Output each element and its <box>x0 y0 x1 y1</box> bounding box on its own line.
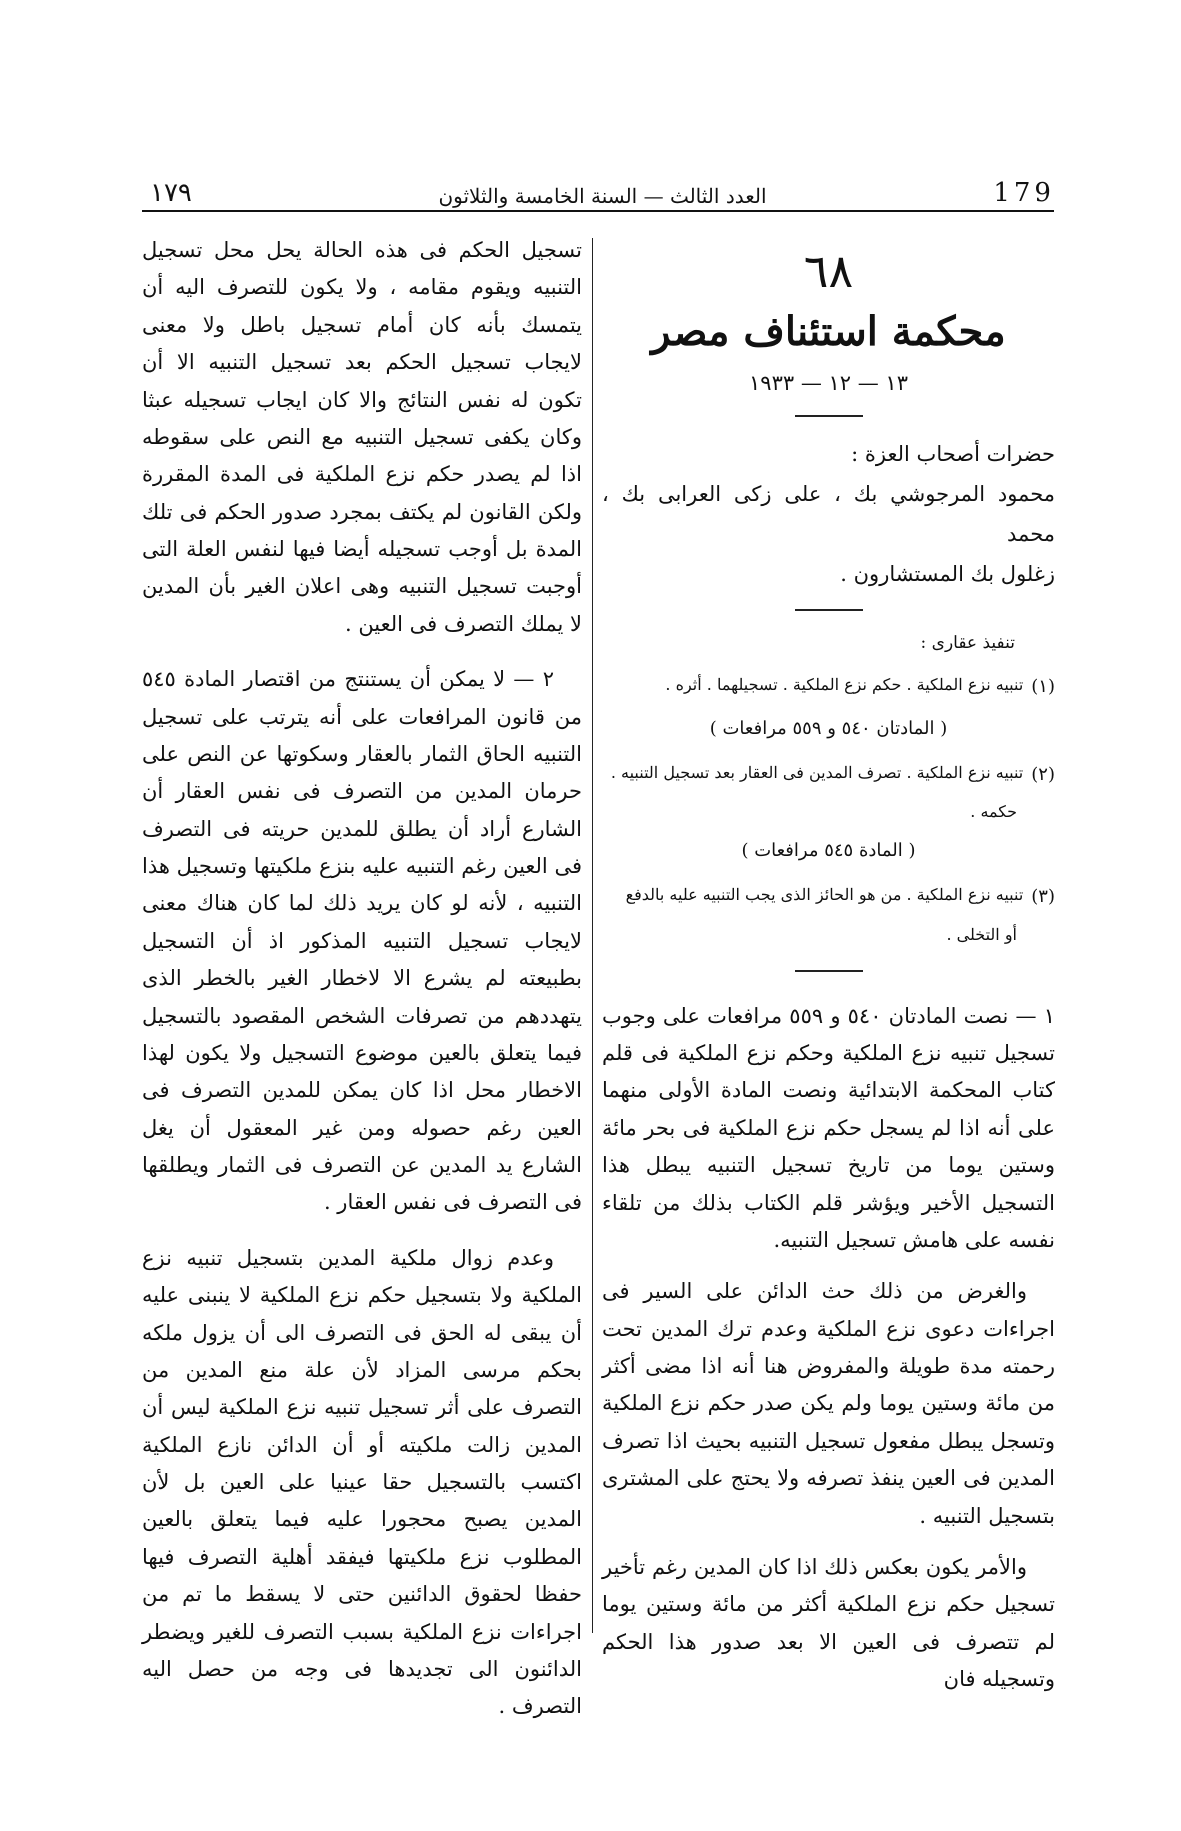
left-column <box>142 232 582 1744</box>
right-column <box>602 230 1055 1712</box>
headnote-text: تنبيه نزع الملكية . حكم نزع الملكية . تسجيلهما . أثره . <box>665 675 1024 695</box>
headnote-continuation: حكمه . <box>970 802 1017 822</box>
headnote-continuation: أو التخلى . <box>946 924 1017 944</box>
section-rule <box>795 415 863 417</box>
bench-names-line-1: محمود المرجوشي بك ، على زكى العرابى بك ، محمد <box>602 482 1055 547</box>
headnote-item <box>602 667 1055 707</box>
running-title: العدد الثالث — السنة الخامسة والثلاثون <box>438 184 767 208</box>
page-number-latin: 179 <box>993 178 1055 208</box>
case-number: ٦٨ <box>803 244 854 298</box>
headnote-number: (٢) <box>1031 763 1055 785</box>
headnote-reference: ( المادة ٥٤٥ مرافعات ) <box>741 840 916 862</box>
headnote-number: (٣) <box>1031 885 1055 907</box>
judgment-date: ١٣ — ١٢ — ١٩٣٣ <box>749 371 908 395</box>
headnote-number: (١) <box>1031 676 1055 698</box>
headnote-text: تنبيه نزع الملكية . من هو الحائز الذى يجب التنبيه عليه بالدفع <box>625 884 1024 904</box>
headnote-item <box>602 755 1055 795</box>
headnote-item <box>602 877 1055 917</box>
column-divider <box>592 238 593 1633</box>
page-header <box>150 158 1055 208</box>
topic-heading: تنفيذ عقارى : <box>920 632 1015 653</box>
body-paragraph: ٢ — لا يمكن أن يستنتج من اقتصار المادة ٥٤٥ من قانون المرافعات على أنه يترتب على تسجيل التنبيه الحاق الثمار بالعقار وسكوتها عن النص على حرمان المدين من التصرف فى نفس العقار أن الشارع أراد أن يطلق للمدين حريته فى التصرف فى العين رغم التنبيه عليه بنزع ملكيتها وتسجيل هذا التنبيه ، لأنه لو كان يريد ذلك لما كان هناك معنى لايجاب تسجيل التنبيه المذكور اذ أن التسجيل بطبيعته لم يشرع الا لاخطار الغير بالخطر الذى يتهددهم من تصرفات الشخص المقصود بالتسجيل فيما يتعلق بالعين موضوع التسجيل ولا يكون لهذا الاخطار محل اذا كان يمكن للمدين التصرف فى العين رغم حصوله ومن غير المعقول أن يغل الشارع يد المدين عن التصرف فى الثمار ويطلقها فى التصرف فى نفس العقار . <box>142 667 582 1215</box>
headnotes <box>602 667 1055 951</box>
body-paragraph: ١ — نصت المادتان ٥٤٠ و ٥٥٩ مرافعات على وجوب تسجيل تنبيه نزع الملكية وحكم نزع الملكية فى قلم كتاب المحكمة الابتدائية ونصت المادة الأولى منهما على أنه اذا لم يسجل حكم نزع الملكية فى بحر مائة وستين يوما من تاريخ تسجيل التنبيه يبطل هذا التسجيل الأخير ويؤشر قلم الكتاب بذلك من تلقاء نفسه على هامش تسجيل التنبيه. <box>602 1003 1055 1252</box>
body-paragraph: والغرض من ذلك حث الدائن على السير فى اجراءات دعوى نزع الملكية وعدم ترك المدين تحت رحمته مدة طويلة والمفروض هنا أنه اذا مضى أكثر من مائة وستين يوما ولم يكن صدر حكم نزع الملكية وتسجل يبطل مفعول تسجيل التنبيه بحيث اذا تصرف المدين فى العين ينفذ تصرفه ولا يحتج على المشترى بتسجيل التنبيه . <box>602 1279 1055 1528</box>
body-paragraph: تسجيل الحكم فى هذه الحالة يحل محل تسجيل التنبيه ويقوم مقامه ، ولا يكون للتصرف اليه أن يتمسك بأنه كان أمام تسجيل باطل ولا معنى لايجاب تسجيل الحكم بعد تسجيل التنبيه الا أن تكون له نفس النتائج والا كان ايجاب تسجيله عبثا وكان يكفى تسجيل التنبيه مع النص على سقوطه اذا لم يصدر حكم نزع الملكية فى المدة المقررة ولكن القانون لم يكتف بمجرد صدور الحكم فى تلك المدة بل أوجب تسجيله أيضا فيها لنفس العلة التى أوجبت تسجيل التنبيه وهى اعلان الغير بأن المدين لا يملك التصرف فى العين . <box>142 238 582 636</box>
body-paragraph: وعدم زوال ملكية المدين بتسجيل تنبيه نزع الملكية ولا بتسجيل حكم نزع الملكية لا ينبنى عليه أن يبقى له الحق فى التصرف الى أن يزول ملكه بحكم مرسى المزاد لأن علة منع المدين من التصرف على أثر تسجيل تنبيه نزع الملكية ليس أن المدين زالت ملكيته أو أن الدائن نازع الملكية اكتسب بالتسجيل حقا عينيا على العين بل لأن المدين يصبح محجورا عليه فيما يتعلق بالعين المطلوب نزع ملكيتها فيفقد أهلية التصرف فيها حفظا لحقوق الدائنين حتى لا يسقط ما تم من اجراءات نزع الملكية بسبب التصرف للغير ويضطر الدائنون الى تجديدها فى وجه من حصل اليه التصرف . <box>142 1245 582 1719</box>
header-rule <box>142 210 1054 212</box>
section-rule <box>795 970 863 972</box>
bench-label: حضرات أصحاب العزة : <box>851 442 1055 467</box>
court-name: محكمة استئناف مصر <box>651 308 1006 355</box>
body-paragraph: والأمر يكون بعكس ذلك اذا كان المدين رغم تأخير تسجيل حكم نزع الملكية أكثر من مائة وستين يوما لم تتصرف فى العين الا بعد صدور هذا الحكم وتسجيله فان <box>602 1554 1055 1692</box>
bench-names-line-2: زغلول بك المستشارون . <box>840 561 1055 586</box>
page-number-arabic: ١٧٩ <box>150 178 192 208</box>
headnote-reference: ( المادتان ٥٤٠ و ٥٥٩ مرافعات ) <box>709 717 948 739</box>
section-rule <box>795 609 863 611</box>
headnote-text: تنبيه نزع الملكية . تصرف المدين فى العقار بعد تسجيل التنبيه . <box>610 762 1024 782</box>
bench <box>602 435 1055 595</box>
